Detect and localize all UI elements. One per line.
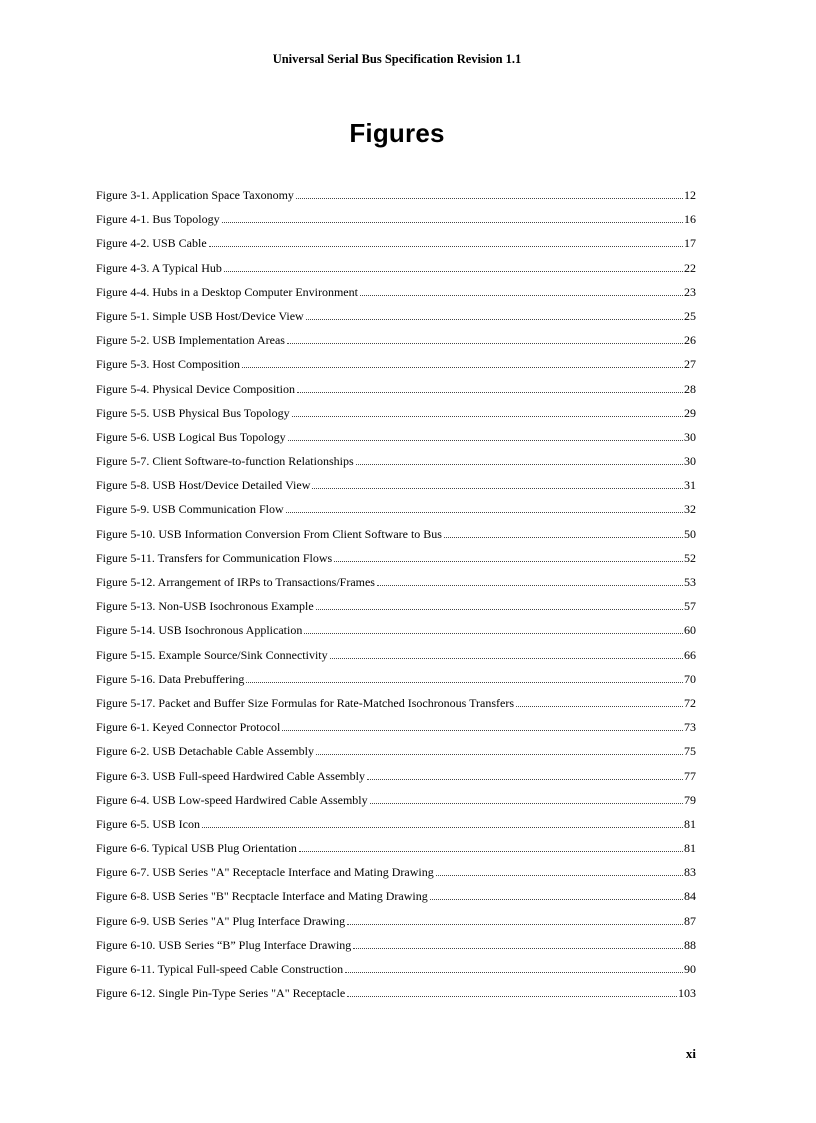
figure-page-number: 81 bbox=[684, 841, 696, 856]
dot-leader bbox=[288, 426, 683, 441]
dot-leader bbox=[330, 644, 683, 659]
figure-entry[interactable] bbox=[96, 765, 696, 789]
dot-leader bbox=[377, 571, 683, 586]
figure-page-number: 90 bbox=[684, 962, 696, 976]
figure-entry[interactable] bbox=[96, 910, 696, 934]
figure-page-number: 50 bbox=[684, 526, 696, 541]
figure-entry[interactable] bbox=[96, 329, 696, 353]
figure-entry[interactable] bbox=[96, 837, 696, 861]
figures-list bbox=[96, 184, 696, 1006]
figure-entry[interactable] bbox=[96, 885, 696, 909]
dot-leader bbox=[345, 958, 683, 973]
figure-label: Figure 5-17. Packet and Buffer Size Formulas for Rate-Matched Isochronous Transfers bbox=[96, 695, 515, 710]
dot-leader bbox=[356, 450, 683, 465]
dot-leader bbox=[242, 353, 683, 368]
figure-page-number: 81 bbox=[684, 816, 696, 831]
figure-label: Figure 5-4. Physical Device Composition bbox=[96, 381, 295, 396]
figure-label: Figure 6-9. USB Series "A" Plug Interface Drawing bbox=[96, 913, 346, 928]
dot-leader bbox=[444, 523, 683, 538]
dot-leader bbox=[430, 885, 683, 900]
figure-label: Figure 6-3. USB Full-speed Hardwired Cable Assembly bbox=[96, 768, 365, 783]
figure-label: Figure 5-3. Host Composition bbox=[96, 357, 241, 372]
figure-entry[interactable] bbox=[96, 740, 696, 764]
figure-page-number: 77 bbox=[684, 768, 696, 783]
dot-leader bbox=[360, 281, 683, 296]
figure-label: Figure 6-7. USB Series "A" Receptacle Interface and Mating Drawing bbox=[96, 865, 434, 880]
figure-label: Figure 5-15. Example Source/Sink Connectivity bbox=[96, 647, 328, 662]
figure-entry[interactable] bbox=[96, 789, 696, 813]
figure-label: Figure 3-1. Application Space Taxonomy bbox=[96, 188, 294, 202]
dot-leader bbox=[287, 329, 683, 344]
figure-entry[interactable] bbox=[96, 257, 696, 281]
figure-label: Figure 6-11. Typical Full-speed Cable Construction bbox=[96, 962, 344, 976]
dot-leader bbox=[334, 547, 683, 562]
figure-entry[interactable] bbox=[96, 644, 696, 668]
figure-page-number: 84 bbox=[684, 889, 696, 904]
figure-entry[interactable] bbox=[96, 861, 696, 885]
figure-label: Figure 5-11. Transfers for Communication Flows bbox=[96, 550, 333, 565]
figure-entry[interactable] bbox=[96, 523, 696, 547]
dot-leader bbox=[222, 208, 683, 223]
figure-page-number: 87 bbox=[684, 913, 696, 928]
dot-leader bbox=[347, 982, 677, 997]
dot-leader bbox=[202, 813, 683, 828]
figure-entry[interactable] bbox=[96, 668, 696, 692]
figure-entry[interactable] bbox=[96, 934, 696, 958]
figure-page-number: 12 bbox=[684, 188, 696, 202]
dot-leader bbox=[209, 232, 683, 247]
figure-label: Figure 5-10. USB Information Conversion From Client Software to Bus bbox=[96, 526, 442, 541]
figure-label: Figure 6-5. USB Icon bbox=[96, 816, 200, 831]
figure-page-number: 25 bbox=[684, 308, 696, 323]
figure-page-number: 27 bbox=[684, 357, 696, 372]
figure-label: Figure 4-1. Bus Topology bbox=[96, 212, 220, 227]
dot-leader bbox=[347, 910, 683, 925]
dot-leader bbox=[353, 934, 683, 949]
running-header: Universal Serial Bus Specification Revision 1.1 bbox=[272, 52, 522, 66]
figure-entry[interactable] bbox=[96, 474, 696, 498]
figure-entry[interactable] bbox=[96, 958, 696, 982]
figure-label: Figure 6-4. USB Low-speed Hardwired Cable Assembly bbox=[96, 792, 368, 807]
dot-leader bbox=[367, 765, 683, 780]
figure-entry[interactable] bbox=[96, 619, 696, 643]
dot-leader bbox=[316, 595, 683, 610]
dot-leader bbox=[296, 184, 683, 199]
dot-leader bbox=[516, 692, 683, 707]
figure-page-number: 53 bbox=[684, 575, 696, 589]
dot-leader bbox=[246, 668, 683, 683]
figure-label: Figure 5-5. USB Physical Bus Topology bbox=[96, 405, 290, 420]
figure-page-number: 22 bbox=[684, 260, 696, 275]
dot-leader bbox=[286, 498, 683, 513]
figure-entry[interactable] bbox=[96, 547, 696, 571]
dot-leader bbox=[304, 619, 683, 634]
figure-entry[interactable] bbox=[96, 208, 696, 232]
figure-label: Figure 5-9. USB Communication Flow bbox=[96, 502, 284, 517]
figure-label: Figure 6-12. Single Pin-Type Series "A" Receptacle bbox=[96, 986, 346, 1001]
figure-entry[interactable] bbox=[96, 450, 696, 474]
dot-leader bbox=[306, 305, 683, 320]
figure-entry[interactable] bbox=[96, 305, 696, 329]
figure-label: Figure 6-10. USB Series “B” Plug Interface Drawing bbox=[96, 937, 352, 952]
figure-label: Figure 5-2. USB Implementation Areas bbox=[96, 333, 285, 348]
page-title: Figures bbox=[349, 118, 445, 148]
figure-entry[interactable] bbox=[96, 378, 696, 402]
figure-entry[interactable] bbox=[96, 571, 696, 595]
figure-entry[interactable] bbox=[96, 353, 696, 377]
figure-page-number: 17 bbox=[684, 236, 696, 251]
figure-page-number: 60 bbox=[684, 623, 696, 638]
page-number: xi bbox=[685, 1046, 696, 1061]
dot-leader bbox=[436, 861, 683, 876]
figure-label: Figure 5-1. Simple USB Host/Device View bbox=[96, 308, 304, 323]
figure-label: Figure 4-2. USB Cable bbox=[96, 236, 207, 251]
dot-leader bbox=[292, 402, 683, 417]
figure-label: Figure 4-4. Hubs in a Desktop Computer Environment bbox=[96, 284, 358, 299]
figure-page-number: 30 bbox=[684, 454, 696, 469]
dot-leader bbox=[297, 378, 683, 393]
figure-page-number: 28 bbox=[684, 381, 696, 396]
figure-entry[interactable] bbox=[96, 498, 696, 522]
dot-leader bbox=[224, 257, 683, 272]
figure-page-number: 26 bbox=[684, 333, 696, 348]
figure-label: Figure 5-12. Arrangement of IRPs to Transactions/Frames bbox=[96, 575, 375, 589]
figure-page-number: 73 bbox=[684, 720, 696, 735]
figure-entry[interactable] bbox=[96, 426, 696, 450]
figure-page-number: 70 bbox=[684, 671, 696, 686]
dot-leader bbox=[282, 716, 683, 731]
figure-label: Figure 5-16. Data Prebuffering bbox=[96, 671, 245, 686]
figure-entry[interactable] bbox=[96, 402, 696, 426]
figure-label: Figure 5-14. USB Isochronous Application bbox=[96, 623, 303, 638]
figure-page-number: 103 bbox=[678, 986, 696, 1001]
figure-label: Figure 6-8. USB Series "B" Recptacle Interface and Mating Drawing bbox=[96, 889, 428, 904]
figure-label: Figure 6-6. Typical USB Plug Orientation bbox=[96, 841, 297, 856]
figure-label: Figure 5-13. Non-USB Isochronous Example bbox=[96, 599, 314, 614]
figure-label: Figure 5-6. USB Logical Bus Topology bbox=[96, 429, 286, 444]
figure-label: Figure 4-3. A Typical Hub bbox=[96, 260, 222, 275]
figure-page-number: 30 bbox=[684, 429, 696, 444]
figure-page-number: 16 bbox=[684, 212, 696, 227]
figure-entry[interactable] bbox=[96, 184, 696, 208]
figure-entry[interactable] bbox=[96, 281, 696, 305]
figure-entry[interactable] bbox=[96, 982, 696, 1006]
figure-page-number: 72 bbox=[684, 695, 696, 710]
figure-entry[interactable] bbox=[96, 595, 696, 619]
figure-page-number: 83 bbox=[684, 865, 696, 880]
figure-page-number: 23 bbox=[684, 284, 696, 299]
figure-page-number: 75 bbox=[684, 744, 696, 759]
figure-label: Figure 5-8. USB Host/Device Detailed View bbox=[96, 478, 311, 493]
figure-page-number: 32 bbox=[684, 502, 696, 517]
figure-page-number: 57 bbox=[684, 599, 696, 614]
dot-leader bbox=[299, 837, 683, 852]
figure-page-number: 88 bbox=[684, 937, 696, 952]
figure-entry[interactable] bbox=[96, 813, 696, 837]
figure-entry[interactable] bbox=[96, 692, 696, 716]
figure-page-number: 31 bbox=[684, 478, 696, 493]
figure-page-number: 29 bbox=[684, 405, 696, 420]
figure-entry[interactable] bbox=[96, 232, 696, 256]
dot-leader bbox=[370, 789, 683, 804]
dot-leader bbox=[312, 474, 683, 489]
figure-label: Figure 6-2. USB Detachable Cable Assembly bbox=[96, 744, 314, 759]
figure-entry[interactable] bbox=[96, 716, 696, 740]
dot-leader bbox=[316, 740, 683, 755]
figure-label: Figure 5-7. Client Software-to-function Relationships bbox=[96, 454, 354, 469]
figure-page-number: 66 bbox=[684, 647, 696, 662]
figure-page-number: 79 bbox=[684, 792, 696, 807]
figure-label: Figure 6-1. Keyed Connector Protocol bbox=[96, 720, 281, 735]
figure-page-number: 52 bbox=[684, 550, 696, 565]
